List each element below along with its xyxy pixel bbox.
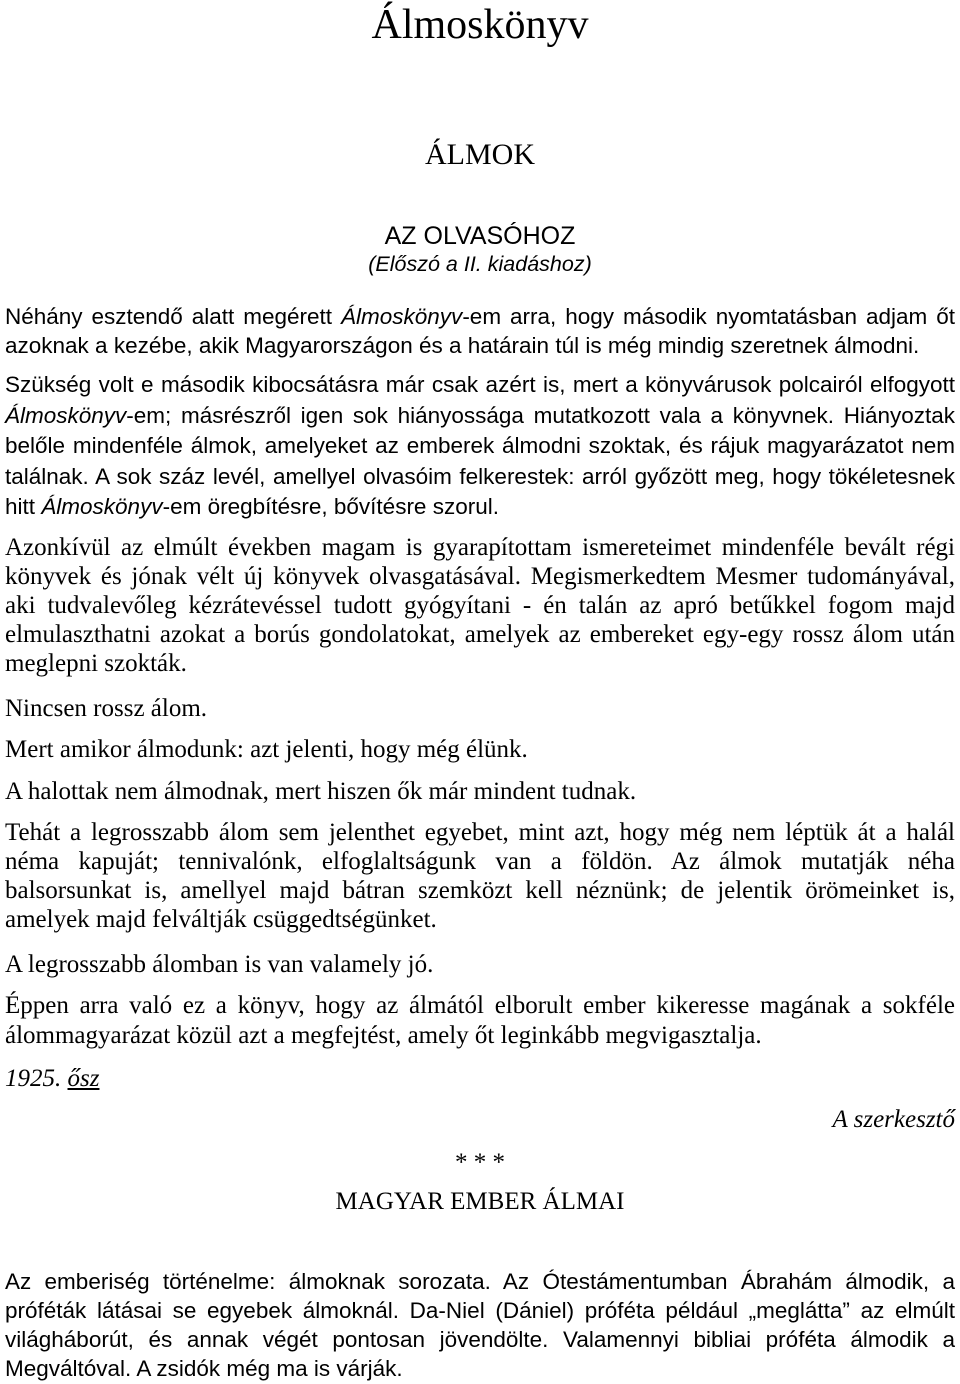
document-title: Álmoskönyv [371,2,589,48]
preface-paragraph [5,302,955,360]
chapter-heading: MAGYAR EMBER ÁLMAI [335,1188,625,1215]
book-title-emphasis: Álmoskönyv [5,402,127,428]
date-season: ősz [67,1065,100,1092]
preface-paragraph: A halottak nem álmodnak, mert hiszen ők már mindent tudnak. [5,778,637,805]
paragraph-text: -em öregbítésre, bővítésre szorul. [162,494,499,519]
preface-subheading: (Előszó a II. kiadáshoz) [368,252,592,276]
chapter-paragraph: Az emberiség történelme: álmoknak sorozata. Az Ótestámentumban Ábrahám álmodik, a próféták látásai se egyebek álmoknál. Da-Niel (Dániel) próféta például „meglátta” az elmúlt világháborút, és annak végét pontosan jövendölte. Valamennyi bibliai próféta álmodik a Megváltóval. A zsidók még ma is várják. [5,1269,955,1381]
paragraph-text: -em; másrészről igen sok hiányossága mutatkozott vala a könyvnek. Hiányoztak belőle mindenféle álmok, amelyeket az emberek álmodni szoktak, és rájuk magyarázatot nem találnak. A sok száz levél, amellyel olvasóim felkerestek: arról győzött meg, hogy tökéletesnek hitt [5,402,955,519]
date-year: 1925. [5,1065,68,1092]
section-title: ÁLMOK [425,138,535,171]
preface-paragraph: Nincsen rossz álom. [5,695,208,722]
preface-paragraph [5,370,955,523]
section-separator: * * * [455,1149,505,1176]
preface-paragraph: Azonkívül az elmúlt években magam is gyarapítottam ismereteimet mindenféle bevált régi könyvek és jónak vélt új könyvek olvasgatásával. Megismerkedtem Mesmer tudományával, aki tudvalevőleg kézrátevéssel tudott gyógyítani - én talán az apró betűkkel fogom majd elmulaszthatni azokat a borús gondolatokat, amelyek az embereket egy-egy rossz álom után meglepni szokták. [5,534,955,677]
preface-paragraph: Tehát a legrosszabb álom sem jelenthet egyebet, mint azt, hogy még nem léptük át a halál néma kapuját; tennivalónk, elfoglaltságunk van a földön. Az álmok mutatják néha balsorsunkat is, amellyel majd bátran szemközt kell néznünk; de jelentik örömeinket is, amelyek majd felváltják csüggedtségünket. [5,819,955,933]
preface-date [5,1064,955,1093]
preface-paragraph: Mert amikor álmodunk: azt jelenti, hogy még élünk. [5,736,528,763]
paragraph-text: -em arra, hogy második nyomtatásban adjam őt azoknak a kezébe, akik Magyarországon és a határain túl is még mindig szeretnek álmodni. [5,304,955,358]
book-title-emphasis: Álmoskönyv [41,494,163,519]
preface-heading: AZ OLVASÓHOZ [384,222,576,250]
paragraph-text: Szükség volt e második kibocsátásra már csak azért is, mert a könyvárusok polcairól elfogyott [5,372,955,397]
preface-paragraph: Éppen arra való ez a könyv, hogy az álmától elborult ember kikeresse magának a sokféle álommagyarázat közül azt a megfejtést, amely őt leginkább megvigasztalja. [5,992,955,1049]
preface-signature: A szerkesztő [832,1106,955,1133]
paragraph-text: Néhány esztendő alatt megérett [5,304,342,329]
preface-paragraph: A legrosszabb álomban is van valamely jó. [5,951,434,978]
book-title-emphasis: Álmoskönyv [341,304,463,329]
